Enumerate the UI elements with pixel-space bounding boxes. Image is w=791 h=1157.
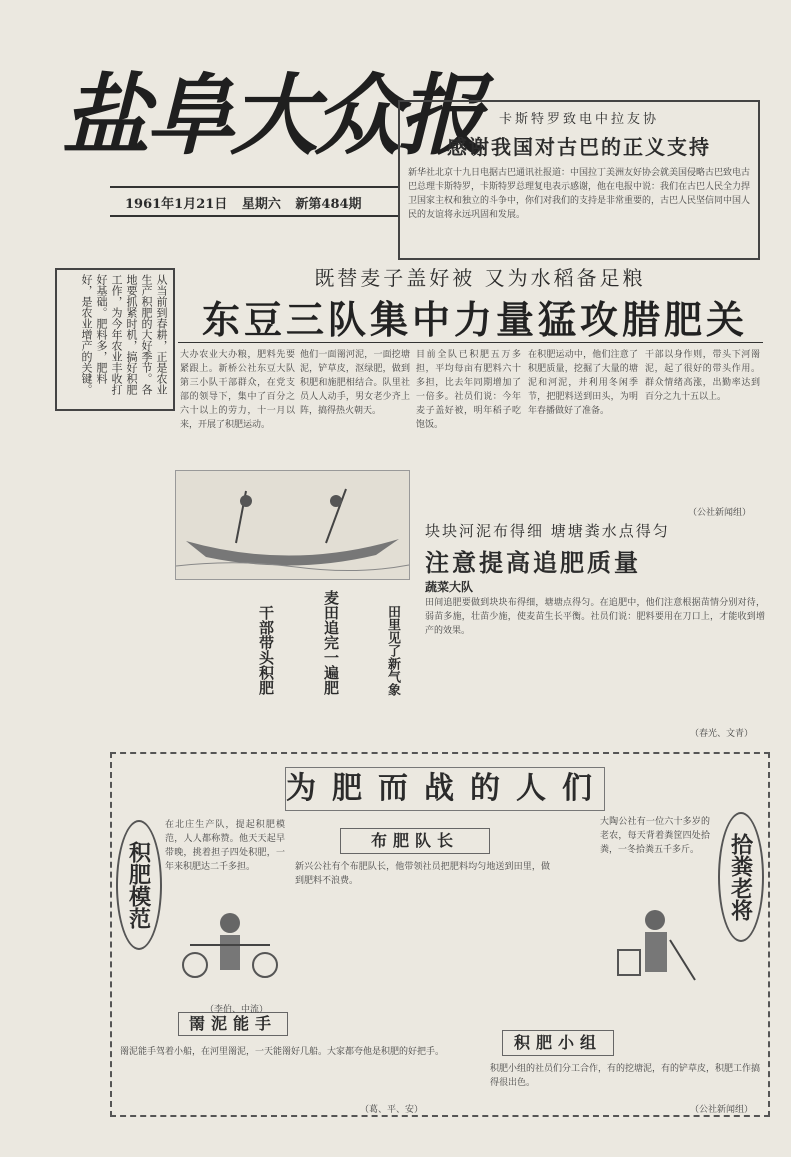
- publication-date: 1961年1月21日: [125, 197, 228, 212]
- main-story-rule: [178, 342, 763, 343]
- feature-text-c: 大陶公社有一位六十多岁的老农，每天背着粪筐四处拾粪，一冬拾粪五千多斤。: [600, 817, 710, 855]
- lead-news-kicker: 卡斯特罗致电中拉友协: [498, 112, 659, 127]
- feature-byline-c: （公社新闻组）: [690, 1105, 754, 1115]
- main-story-col5: 干部以身作则，带头下河罱泥，起了很好的带头作用。群众情绪高涨，出勤率达到百分之九十五以上。: [645, 350, 760, 402]
- feature-text-a: 在北庄生产队，提起积肥模范，人人都称赞。他天天起早带晚，挑着担子四处积肥，一年来积肥达二千多担。: [165, 820, 285, 872]
- main-story-col4: 在积肥运动中，他们注意了积肥质量，挖掘了大量的塘泥和河泥，并利用冬闲季节，把肥料送到田头，为明年春播做好了准备。: [528, 350, 638, 416]
- feature-text-d: 罱泥能手驾着小船，在河里罱泥，一天能罱好几船。大家都夸他是积肥的好把手。: [120, 1047, 445, 1057]
- second-story-body: 田间追肥要做到块块布得细，塘塘点得匀。在追肥中，他们注意根据苗情分别对待，弱苗多施，壮苗少施，使麦苗生长平衡。社员们说：肥料要用在刀口上，才能收到增产的效果。: [425, 598, 765, 636]
- subhead-jifei-xiaozu: 积肥小组: [502, 1030, 614, 1056]
- feature-title: 为肥而战的人们: [285, 767, 605, 811]
- vertical-headline-3: 田里见了新气象: [385, 605, 400, 696]
- vertical-headline-2: 麦田追完一遍肥: [322, 590, 340, 695]
- vertical-headline-1: 干部带头积肥: [257, 605, 275, 695]
- feature-byline-a: （李伯、中流）: [205, 1005, 269, 1015]
- subhead-buffei-duizhang: 布肥队长: [340, 828, 490, 854]
- badge-left: 积肥模范: [116, 820, 162, 950]
- lead-news-box: [398, 100, 760, 260]
- feature-byline-b: （葛、平、安）: [360, 1105, 424, 1115]
- masthead-rule-top: [110, 186, 400, 188]
- second-story-kicker: 块块河泥布得细 塘塘粪水点得匀: [425, 522, 670, 540]
- masthead-rule-bottom: [110, 215, 400, 217]
- main-story-headline: 东豆三队集中力量猛攻腊肥关: [201, 297, 748, 342]
- lead-news-body: 新华社北京十九日电据古巴通讯社报道：中国拉丁美洲友好协会就美国侵略古巴致电古巴总理卡斯特罗，卡斯特罗总理复电表示感谢，他在电报中说：我们在古巴人民全力捍卫国家主权和独立的斗争中，你们对我们的支持是非常重要的，古巴人民坚信同中国人民的友谊将永远巩固和发展。: [408, 168, 751, 220]
- main-story-col3: 目前全队已积肥五万多担，平均每亩有肥料六十多担，比去年同期增加了一倍多。社员们说：今年麦子盖好被，明年稻子吃饱饭。: [416, 350, 521, 430]
- main-story-col1: 大办农业大办粮，肥料先要紧跟上。新桥公社东豆大队第三小队干部群众，在党支部的领导下，集中了百分之六十以上的劳力，十一月以来，开展了积肥运动。: [180, 350, 295, 430]
- main-story-kicker: 既替麦子盖好被 又为水稻备足粮: [314, 266, 646, 290]
- left-editorial-box: 从当前到春耕，正是农业生产积肥的大好季节。各地要抓紧时机，搞好积肥工作，为今年农业丰收打好基础。肥料多，肥料好，是农业增产的关键。: [55, 268, 175, 411]
- feature-text-e: 积肥小组的社员们分工合作，有的挖塘泥，有的铲草皮，积肥工作搞得很出色。: [490, 1064, 761, 1088]
- main-story-col2: 他们一面罱河泥，一面挖塘泥，铲草皮，沤绿肥，做到积肥和施肥相结合。队里社员人人动手，男女老少齐上阵，搞得热火朝天。: [300, 350, 410, 416]
- weekday: 星期六: [241, 197, 281, 212]
- feature-text-b: 新兴公社有个布肥队长，他带领社员把肥料均匀地送到田里，做到肥料不浪费。: [295, 862, 550, 886]
- issue-number: 新第484期: [295, 197, 362, 212]
- boat-illustration: [175, 470, 410, 580]
- lead-news-headline: 感谢我国对古巴的正义支持: [447, 135, 711, 159]
- dateline: [125, 193, 425, 213]
- second-story-byline: （春光、文青）: [690, 729, 754, 739]
- main-story-byline: （公社新闻组）: [688, 508, 752, 518]
- badge-right: 拾粪老将: [718, 812, 764, 942]
- second-story-headline: 注意提高追肥质量: [425, 548, 641, 577]
- second-story-unit: 蔬菜大队: [425, 580, 474, 594]
- masthead-title: 盐阜大众报: [62, 63, 483, 167]
- farmer-sketch-icon: [610, 905, 700, 1000]
- subhead-nanni-nengshou: 罱泥能手: [178, 1012, 288, 1036]
- worker-sketch-icon: [180, 905, 280, 995]
- boat-drawing-icon: [176, 471, 409, 579]
